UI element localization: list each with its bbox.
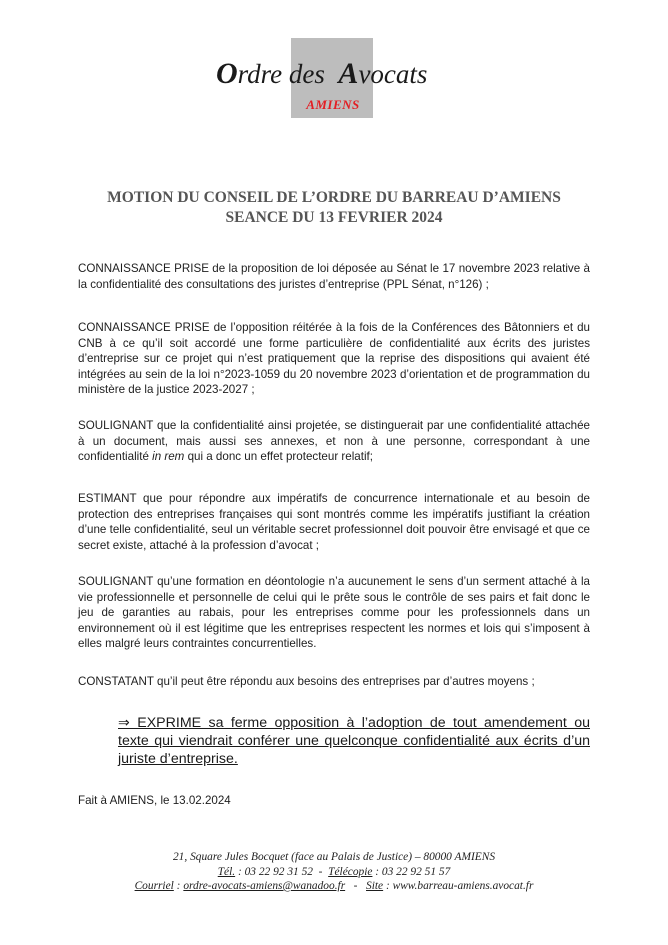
paragraph-3-text-b: qui a donc un effet protecteur relatif; [184,450,373,464]
title-line-1: MOTION DU CONSEIL DE L’ORDRE DU BARREAU D’AMIENS [107,189,561,206]
fax-label: Télécopie [328,865,373,878]
logo-city: AMIENS [306,97,360,112]
logo-word-vocats: vocats [358,59,428,89]
mail-link[interactable]: ordre-avocats-amiens@wanadoo.fr [183,880,346,892]
resolution-statement: ⇒ EXPRIME sa ferme opposition à l’adoption de tout amendement ou texte qui viendrait conférer une quelconque confidentialité aux écrits d’un juriste d’entreprise. [118,715,590,767]
footer-separator-2: - [345,880,367,892]
footer-phones [100,865,568,880]
paragraph-5: SOULIGNANT qu’une formation en déontologie n’a aucunement le sens d’un serment attaché à la vie professionnelle et personnelle de celui qui le prête sous le contrôle de ses pairs et fait donc le jeu de garanties au rabais, pour les entreprises comme pour les professionnels dans un environnement où il est légitime que les entreprises respectent les normes et lois qui s’imposent à elles malgré leurs contraintes concurrentielles. [78,575,590,651]
paragraph-4: ESTIMANT que pour répondre aux impératifs de concurrence internationale et au besoin de protection des entreprises françaises qui sont montrés comme les impératifs justifiant la création d’une telle confidentialité, seul un véritable secret professionnel doit pouvoir être envisagé et que ce secret existe, attaché à la profession d’avocat ; [78,492,590,552]
logo-letter-a: A [338,57,359,90]
footer-separator-1: - [312,865,329,878]
paragraph-1: CONNAISSANCE PRISE de la proposition de loi déposée au Sénat le 17 novembre 2023 relative à la confidentialité des consultations des juristes d’entreprise (PPL Sénat, n°126) ; [78,262,590,291]
logo-word-rdre: rdre [237,59,283,89]
paragraph-3 [78,418,590,465]
footer-online [100,879,568,894]
motion-title [40,188,628,228]
logo-letter-o: O [216,57,238,90]
site-link[interactable]: : www.barreau-amiens.avocat.fr [383,880,534,892]
paragraph-3-italic: in rem [152,450,185,464]
footer-contact [100,850,568,894]
site-label: Site [366,880,384,892]
tel-label: Tél. [217,865,236,878]
paragraph-6: CONSTATANT qu’il peut être répondu aux besoins des entreprises par d’autres moyens ; [78,675,535,688]
mail-label: Courriel [134,880,174,892]
footer-address: 21, Square Jules Bocquet (face au Palais de Justice) – 80000 AMIENS [172,851,496,863]
fax-value: : 03 22 92 51 57 [372,865,451,878]
signoff-date: Fait à AMIENS, le 13.02.2024 [78,794,231,807]
logo-word-des: des [282,59,339,89]
logo-wordmark [216,56,476,92]
tel-value: : 03 22 92 31 52 [235,865,313,878]
paragraph-3-text-a: SOULIGNANT que la confidentialité ainsi projetée, se distinguerait par une confidentialité attachée à un document, mais aussi ses annexes, et non à une personne, correspondant à une confidentialité [78,419,590,464]
title-line-2: SEANCE DU 13 FEVRIER 2024 [225,209,443,226]
paragraph-2: CONNAISSANCE PRISE de l’opposition réitérée à la fois de la Conférences des Bâtonniers et du CNB à ce qu’il soit accordé une forme particulière de confidentialité aux écrits des juristes d’entreprise sur ce projet qui n’est pratiquement que la reprise des dispositions qui avaient été intégrées au sein de la loi n°2023-1059 du 20 novembre 2023 d’orientation et de programmation du ministère de la justice 2023-2027 ; [78,321,590,397]
mail-colon: : [173,880,184,892]
